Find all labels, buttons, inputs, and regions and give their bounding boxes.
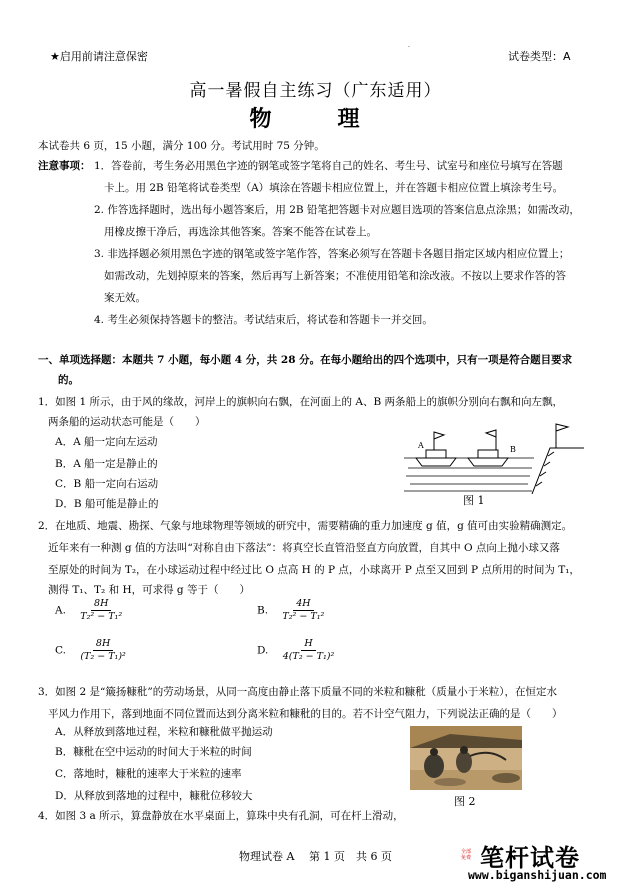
- q2-option-a-fraction: [77, 598, 125, 623]
- q2-option-d-letter: D.: [257, 644, 269, 657]
- watermark-tag: 全部免费: [461, 849, 472, 861]
- q2-option-a: [55, 598, 125, 623]
- watermark-brand: 笔杆试卷: [480, 844, 580, 872]
- notice-item-1a: 1．答卷前，考生务必用黑色字迹的钢笔或签字笔将自己的姓名、考生号、试室号和座位号填写在答题: [94, 160, 563, 172]
- q3-stem-2: 平风力作用下，落到地面不同位置而达到分离米粒和糠秕的目的。若不计空气阻力，下列说法正确的是（ ）: [48, 708, 563, 720]
- q2-option-a-letter: A.: [55, 604, 66, 617]
- q2-option-d: [257, 638, 337, 663]
- boat-b-icon: [468, 430, 508, 466]
- section1-heading: 一、单项选择题：本题共 7 小题，每小题 4 分，共 28 分。在每小题给出的四个选项中，只有一项是符合题目要求: [38, 354, 573, 366]
- q4-stem-1: 4．如图 3 a 所示，算盘静放在水平桌面上，算珠中央有孔洞，可在杆上滑动，: [38, 810, 404, 822]
- figure-2-caption: 图 2: [454, 795, 476, 808]
- q1-option-c: C．B 船一定向右运动: [55, 478, 159, 490]
- q2-d-numerator: H: [301, 638, 315, 651]
- subject-title: 物 理: [249, 106, 382, 132]
- page-footer: 物理试卷 A 第 1 页 共 6 页: [239, 850, 392, 863]
- watermark-url: www.biganshijuan.com: [468, 868, 607, 882]
- q2-option-b-letter: B.: [257, 604, 269, 617]
- figure-1-boats: [404, 418, 584, 494]
- q2-option-c: [55, 638, 129, 663]
- q2-stem-3: 至原处的时间为 T₂，在小球运动过程中经过比 O 点高 H 的 P 点，小球离开 P 点至又回到 P 点所用的时间为 T₁，: [48, 564, 580, 576]
- q1-option-d: D．B 船可能是静止的: [55, 498, 159, 510]
- notice-item-2b: 用橡皮擦干净后，再选涂其他答案。答案不能答在试卷上。: [104, 226, 377, 238]
- q1-option-a: A．A 船一定向左运动: [55, 436, 158, 448]
- q2-b-numerator: 4H: [293, 598, 313, 611]
- notice-item-4: 4. 考生必须保持答题卡的整洁。考试结束后，将试卷和答题卡一并交回。: [94, 314, 433, 326]
- q3-option-a: A．从释放到落地过程，米粒和糠秕做平抛运动: [55, 726, 273, 738]
- q1-stem-2: 两条船的运动状态可能是（ ）: [48, 416, 206, 428]
- figure-2-winnowing-scene: [410, 726, 522, 790]
- q2-option-b: [257, 598, 327, 623]
- q3-option-d: D．从释放到落地的过程中，糠秕位移较大: [55, 790, 253, 802]
- q2-option-d-fraction: [280, 638, 338, 663]
- q3-stem-1: 3．如图 2 是“簸扬糠秕”的劳动场景，从同一高度由静止落下质量不同的米粒和糠秕（质量小于米粒），在恒定水: [38, 686, 558, 698]
- boat-a-label: A: [418, 441, 424, 450]
- q2-d-denominator: 4(T₂ − T₁)²: [282, 651, 335, 662]
- confidential-label: ★启用前请注意保密: [50, 50, 148, 63]
- boat-b-label: B: [510, 445, 516, 454]
- q2-b-denominator: T₂² − T₁²: [282, 611, 325, 622]
- dot-mark: ·: [408, 44, 410, 51]
- q3-option-c: C．落地时，糠秕的速率大于米粒的速率: [55, 768, 242, 780]
- q3-option-b: B．糠秕在空中运动的时间大于米粒的时间: [55, 746, 252, 758]
- exam-title: 高一暑假自主练习（广东适用）: [189, 81, 442, 101]
- notice-item-3c: 案无效。: [104, 292, 146, 304]
- q2-stem-2: 近年来有一种测 g 值的方法叫“对称自由下落法”：将真空长直管沿竖直方向放置，自其中 O 点向上抛小球又落: [48, 542, 560, 554]
- q2-option-c-fraction: [77, 638, 129, 663]
- paper-type-label: 试卷类型：A: [508, 50, 571, 63]
- river-bank-icon: [532, 424, 584, 494]
- q2-option-c-letter: C.: [55, 644, 66, 657]
- q1-stem-1: 1．如图 1 所示，由于风的缘故，河岸上的旗帜向右飘，在河面上的 A、B 两条船上的旗帜分别向右飘和向左飘，: [38, 396, 564, 408]
- q2-stem-1: 2．在地质、地震、勘探、气象与地球物理等领域的研究中，需要精确的重力加速度 g 值，g 值可由实验精确测定。: [38, 520, 573, 532]
- notice-item-2a: 2. 作答选择题时，选出每小题答案后，用 2B 铅笔把答题卡对应题目选项的答案信息点涂黑；如需改动，: [94, 204, 580, 216]
- q2-a-numerator: 8H: [91, 598, 111, 611]
- notice-label: 注意事项：: [38, 160, 91, 172]
- section1-heading-cont: 的。: [58, 374, 79, 386]
- figure-1-caption: 图 1: [463, 494, 485, 507]
- q2-c-denominator: (T₂ − T₁)²: [80, 651, 126, 662]
- notice-item-3a: 3. 非选择题必须用黑色字迹的钢笔或签字笔作答，答案必须写在答题卡各题目指定区域内相应位置上；: [94, 248, 570, 260]
- q2-stem-4: 测得 T₁、T₂ 和 H，可求得 g 等于（ ）: [48, 584, 250, 596]
- notice-item-3b: 如需改动，先划掉原来的答案，然后再写上新答案；不准使用铅笔和涂改液。不按以上要求作答的答: [104, 270, 566, 282]
- intro-text: 本试卷共 6 页，15 小题，满分 100 分。考试用时 75 分钟。: [38, 140, 325, 152]
- q2-a-denominator: T₂² − T₁²: [80, 611, 123, 622]
- notice-item-1b: 卡上。用 2B 铅笔将试卷类型（A）填涂在答题卡相应位置上，并在答题卡相应位置上填涂考生号。: [104, 182, 564, 194]
- q2-c-numerator: 8H: [93, 638, 113, 651]
- q1-option-b: B．A 船一定是静止的: [55, 458, 158, 470]
- q2-option-b-fraction: [279, 598, 327, 623]
